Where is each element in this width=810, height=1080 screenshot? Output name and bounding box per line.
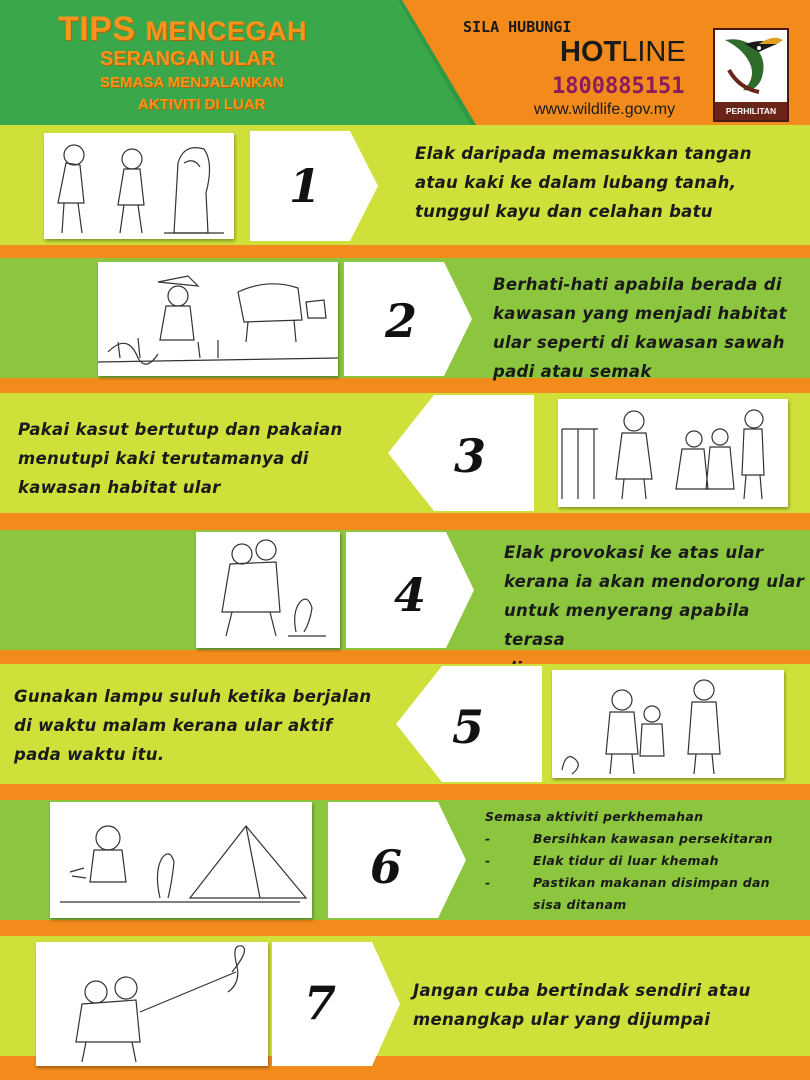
hornbill-icon	[715, 30, 787, 100]
bullet-text: Elak tidur di luar khemah	[533, 853, 719, 868]
tip-row-2	[0, 258, 810, 381]
title-mencegah: MENCEGAH	[145, 16, 308, 46]
illustration-5	[552, 670, 784, 778]
bullet-dash: -	[485, 831, 491, 846]
tip-2-line: Berhati-hati apabila berada di	[493, 275, 782, 294]
bullet-text: Pastikan makanan disimpan dan	[533, 875, 770, 890]
men-cobra-drawing	[196, 532, 340, 648]
bullet-dash: -	[485, 853, 491, 868]
bullet-dash: -	[485, 875, 491, 890]
tip-1-line: Elak daripada memasukkan tangan	[415, 144, 752, 163]
tip-6-bullet	[485, 850, 773, 872]
title-tips: TIPS	[58, 10, 136, 48]
children-tree-drawing	[44, 133, 234, 239]
tip-2-line: padi atau semak	[493, 362, 652, 381]
tip-text-6	[485, 806, 773, 916]
tip-number-4: 4	[393, 568, 426, 622]
tip-6-bullet	[485, 828, 773, 850]
contact-label: SILA HUBUNGI	[463, 18, 572, 36]
tip-number-6: 6	[369, 840, 402, 894]
tip-6-bullet	[485, 894, 773, 916]
tip-7-line: menangkap ular yang dijumpai	[413, 1010, 711, 1029]
perhilitan-logo	[713, 28, 789, 122]
title-line3: SEMASA MENJALANKAN	[100, 74, 284, 91]
tip-2-line: ular seperti di kawasan sawah	[493, 333, 785, 352]
tip-5-line: Gunakan lampu suluh ketika berjalan	[14, 687, 372, 706]
tip-4-line: untuk menyerang apabila terasa	[504, 601, 750, 649]
tip-number-2: 2	[384, 294, 417, 348]
logo-text: PERHILITAN	[715, 102, 787, 120]
tip-row-5	[0, 664, 810, 784]
tip-text-4	[504, 538, 810, 683]
bullet-text: Bersihkan kawasan persekitaran	[533, 831, 773, 846]
tip-3-line: Pakai kasut bertutup dan pakaian	[18, 420, 343, 439]
title-main	[58, 10, 307, 49]
farmer-buffalo-drawing	[98, 262, 338, 376]
tip-1-line: tunggul kayu dan celahan batu	[415, 202, 713, 221]
illustration-4	[196, 532, 340, 648]
tip-text-2	[493, 270, 787, 386]
tip-text-1	[415, 139, 752, 226]
tip-7-line: Jangan cuba bertindak sendiri atau	[413, 981, 751, 1000]
men-catching-snake-drawing	[36, 942, 268, 1066]
tip-row-4	[0, 530, 810, 650]
tip-6-list	[485, 828, 773, 916]
bullet-dash	[485, 894, 533, 916]
hotline-bold: HOT	[560, 36, 622, 68]
tip-text-7	[413, 976, 751, 1034]
illustration-3	[558, 399, 788, 507]
tip-text-3	[18, 415, 343, 502]
bullet-text: sisa ditanam	[533, 897, 627, 912]
tip-5-line: pada waktu itu.	[14, 745, 165, 764]
tip-3-line: kawasan habitat ular	[18, 478, 221, 497]
title-line2: SERANGAN ULAR	[100, 48, 276, 70]
tip-6-heading: Semasa aktiviti perkhemahan	[485, 809, 704, 824]
tip-5-line: di waktu malam kerana ular aktif	[14, 716, 333, 735]
hotline-label	[560, 36, 686, 69]
website-link[interactable]: www.wildlife.gov.my	[534, 101, 676, 118]
title-line4: AKTIVITI DI LUAR	[138, 96, 266, 113]
tip-row-3	[0, 393, 810, 513]
tip-row-7	[0, 936, 810, 1072]
tip-4-line: Elak provokasi ke atas ular	[504, 543, 764, 562]
tip-row-1	[0, 125, 810, 245]
tip-number-1: 1	[288, 159, 321, 213]
tip-number-3: 3	[453, 429, 486, 483]
tip-number-7: 7	[303, 976, 336, 1030]
tip-1-line: atau kaki ke dalam lubang tanah,	[415, 173, 737, 192]
tip-2-line: kawasan yang menjadi habitat	[493, 304, 787, 323]
family-torch-drawing	[552, 670, 784, 778]
tip-3-line: menutupi kaki terutamanya di	[18, 449, 309, 468]
hotline-rest: LINE	[621, 36, 686, 68]
illustration-7	[36, 942, 268, 1066]
people-boots-drawing	[558, 399, 788, 507]
illustration-1	[44, 133, 234, 239]
hotline-phone[interactable]: 1800885151	[552, 74, 685, 99]
tip-4-line: kerana ia akan mendorong ular	[504, 572, 805, 591]
header	[0, 0, 810, 128]
tip-6-bullet	[485, 872, 773, 894]
camping-tent-drawing	[50, 802, 312, 918]
tip-number-5: 5	[451, 700, 484, 754]
tip-text-5	[14, 682, 371, 769]
illustration-6	[50, 802, 312, 918]
tip-row-6	[0, 800, 810, 920]
illustration-2	[98, 262, 338, 376]
